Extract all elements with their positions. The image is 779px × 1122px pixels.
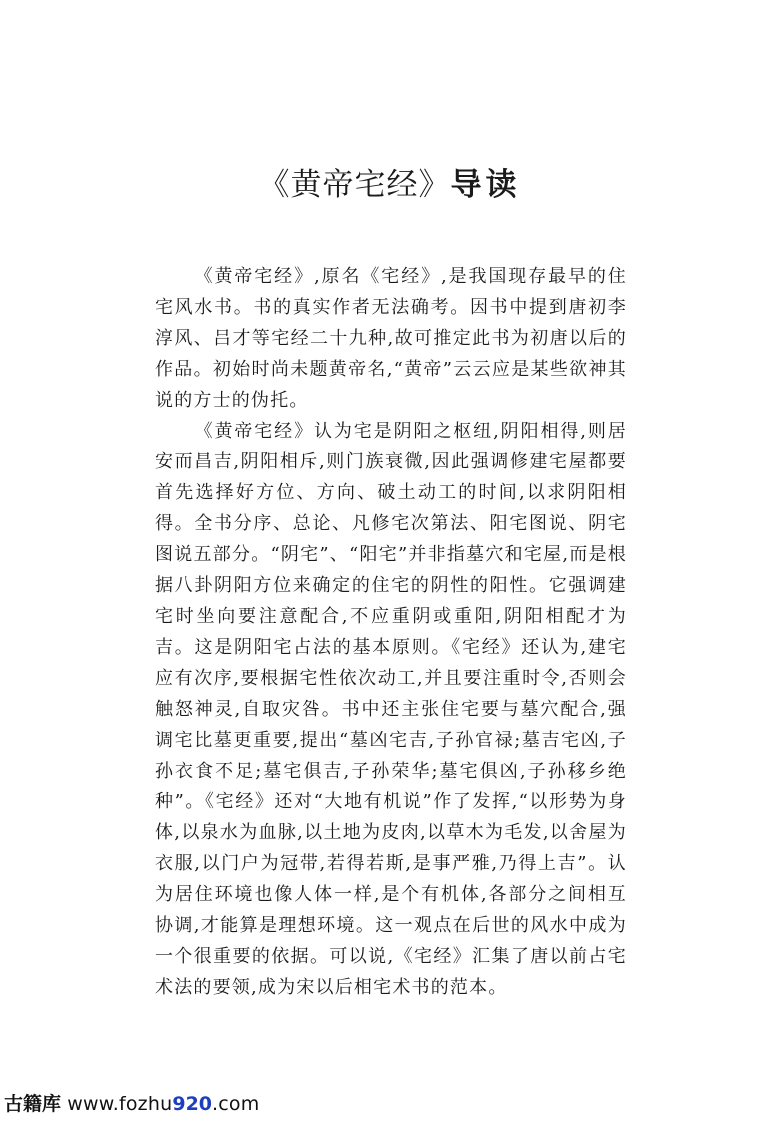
- title-subtitle: 导读: [450, 167, 521, 203]
- site-url-number: 920: [172, 1093, 213, 1115]
- page-title: [0, 163, 779, 207]
- body-text: [155, 262, 627, 1004]
- paragraph-2: 《黄帝宅经》认为宅是阴阳之枢纽,阴阳相得,则居安而昌吉,阴阳相斥,则门族衰微,因此强调修建宅屋都要首先选择好方位、方向、破土动工的时间,以求阴阳相得。全书分序、总论、凡修宅次第法、阳宅图说、阴宅图说五部分。“阴宅”、“阳宅”并非指墓穴和宅屋,而是根据八卦阴阳方位来确定的住宅的阴性的阳性。它强调建宅时坐向要注意配合,不应重阴或重阳,阴阳相配才为吉。这是阴阳宅占法的基本原则。《宅经》还认为,建宅应有次序,要根据宅性依次动工,并且要注重时令,否则会触怒神灵,自取灾咎。书中还主张住宅要与墓穴配合,强调宅比墓更重要,提出“墓凶宅吉,子孙官禄;墓吉宅凶,子孙衣食不足;墓宅俱吉,子孙荣华;墓宅俱凶,子孙移乡绝种”。《宅经》还对“大地有机说”作了发挥,“以形势为身体,以泉水为血脉,以土地为皮肉,以草木为毛发,以舍屋为衣服,以门户为冠带,若得若斯,是事严雅,乃得上吉”。认为居住环境也像人体一样,是个有机体,各部分之间相互协调,才能算是理想环境。这一观点在后世的风水中成为一个很重要的依据。可以说,《宅经》汇集了唐以前占宅术法的要领,成为宋以后相宅术书的范本。: [155, 420, 627, 998]
- site-name: 古籍库: [4, 1093, 62, 1115]
- watermark-footer: [4, 1091, 259, 1117]
- paragraph-1: 《黄帝宅经》,原名《宅经》,是我国现存最早的住宅风水书。书的真实作者无法确考。因书中提到唐初李淳风、吕才等宅经二十九种,故可推定此书为初唐以后的作品。初始时尚未题黄帝名,“黄帝”云云应是某些欲神其说的方士的伪托。: [155, 266, 627, 411]
- site-url-prefix: www.fozhu: [61, 1093, 173, 1115]
- book-title: 《黄帝宅经》: [258, 167, 451, 203]
- site-url-suffix: .com: [212, 1093, 260, 1115]
